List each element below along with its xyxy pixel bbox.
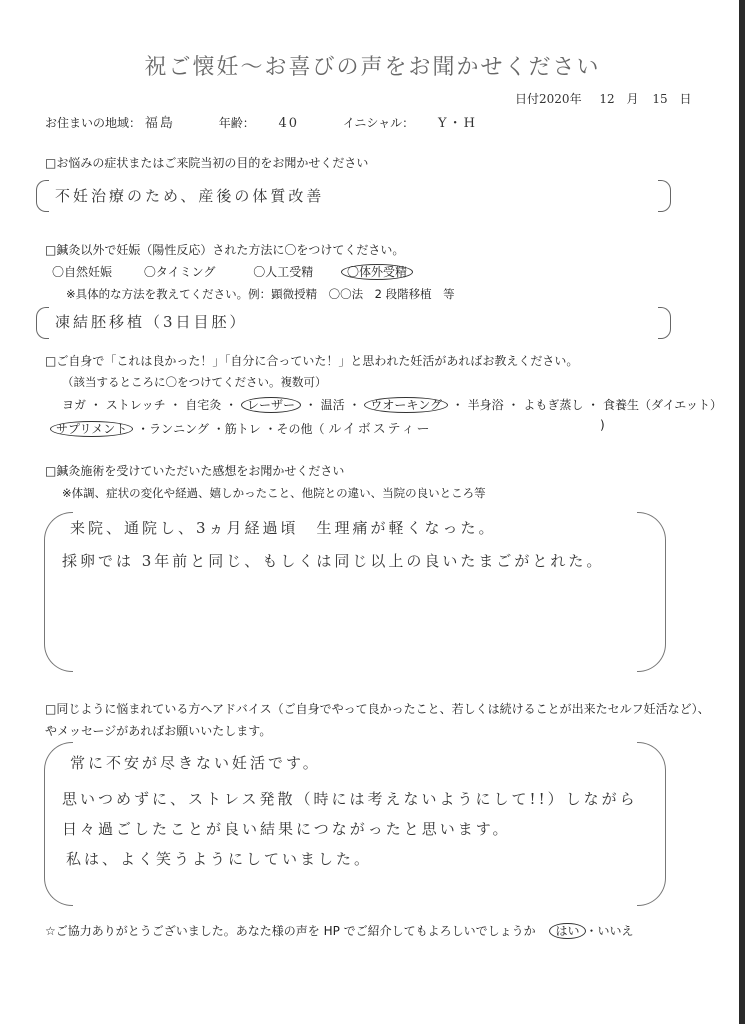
- activity-stretch: ストレッチ: [105, 398, 166, 412]
- activity-other-label: ・その他（: [264, 422, 325, 436]
- question-good-activities: □ご自身で「これは良かった！」「自分に合っていた！」と思われた妊活があればお教えください。: [45, 354, 579, 368]
- activity-diet: 食養生（ダイエット）: [603, 398, 723, 412]
- option-timing: 〇タイミング: [143, 265, 216, 279]
- date-day-unit: 日: [679, 92, 692, 106]
- date-year: 2020: [539, 92, 570, 106]
- method-options: [52, 263, 412, 280]
- advice-box-right: [637, 742, 666, 906]
- separator: ・: [507, 398, 520, 412]
- answer-symptoms: 不妊治療のため、産後の体質改善: [55, 187, 325, 205]
- initial-label: イニシャル：: [342, 116, 415, 130]
- separator: ・: [587, 398, 600, 412]
- option-natural: 〇自然妊娠: [52, 265, 113, 279]
- method-bracket-left: [36, 307, 49, 339]
- activity-half-bath: 半身浴: [467, 398, 504, 412]
- advice-line-4: 私は、よく笑うようにしていました。: [66, 850, 373, 868]
- consent-no: いいえ: [597, 924, 634, 938]
- impressions-line-1: 来院、通院し、3ヵ月経過頃 生理痛が軽くなった。: [70, 519, 497, 537]
- answer-bracket-left: [36, 180, 49, 212]
- question-advice-line-1: □同じように悩まれている方へアドバイス（ご自身でやって良かったこと、若しくは続けることが出来たセルフ妊活など）、: [45, 702, 710, 716]
- activity-warming: 温活: [320, 398, 345, 412]
- activity-laser-circled: レーザー: [241, 397, 301, 413]
- question-advice-line-2: やメッセージがあればお願いいたします。: [45, 724, 272, 738]
- age-label: 年齢：: [218, 116, 255, 130]
- separator: ・: [348, 398, 361, 412]
- answer-bracket-right: [658, 180, 671, 212]
- activity-other-value: ルイボスティー: [328, 422, 432, 437]
- date-month-unit: 月: [626, 92, 639, 106]
- separator: ・: [304, 398, 317, 412]
- consent-separator: ・: [585, 924, 598, 938]
- advice-line-2: 思いつめずに、ストレス発散（時には考えないようにして!!）しながら: [62, 790, 638, 808]
- page-title: 祝ご懐妊～お喜びの声をお聞かせください: [144, 55, 601, 80]
- footer-text: ☆ご協力ありがとうございました。あなた様の声を HP でご紹介してもよろしいでしょうか: [45, 924, 536, 938]
- area-label: お住まいの地域：: [45, 116, 142, 130]
- question-impressions: □鍼灸施術を受けていただいた感想をお聞かせください: [45, 464, 345, 478]
- age-value: 40: [278, 116, 300, 131]
- activity-running: ・ランニング: [137, 422, 209, 436]
- answer-method: 凍結胚移植（3日目胚）: [55, 313, 248, 331]
- impressions-box-right: [637, 512, 666, 672]
- option-ivf-circled: 〇体外受精: [341, 264, 413, 280]
- impressions-note: ※体調、症状の変化や経過、嬉しかったこと、他院との違い、当院の良いところ等: [62, 486, 486, 500]
- method-bracket-right: [658, 307, 671, 339]
- profile-row: [45, 112, 477, 131]
- activity-muscle: ・筋トレ: [212, 422, 261, 436]
- question-method: □鍼灸以外で妊娠（陽性反応）された方法に〇をつけてください。: [45, 243, 405, 257]
- impressions-line-2: 採卵では 3年前と同じ、もしくは同じ以上の良いたまごがとれた。: [62, 552, 605, 570]
- separator: ・: [451, 398, 464, 412]
- activities-row-2: [50, 418, 431, 437]
- activity-supplement-circled: サプリメント: [50, 421, 133, 437]
- date-label: 日付: [515, 92, 540, 106]
- impressions-box-left: [44, 512, 73, 672]
- consent-yes-circled: はい: [549, 923, 585, 939]
- date-month: 12: [599, 92, 615, 106]
- question-symptoms: □お悩みの症状またはご来院当初の目的をお聞かせください: [45, 156, 369, 170]
- advice-line-3: 日々過ごしたことが良い結果につながったと思います。: [62, 820, 511, 838]
- method-note: ※具体的な方法を教えてください。例：顕微授精 〇〇法 2 段階移植 等: [66, 287, 455, 301]
- date-day: 15: [652, 92, 668, 106]
- activities-row-1: [62, 396, 722, 413]
- activity-yomogi: よもぎ蒸し: [523, 398, 584, 412]
- footer-consent: [45, 922, 634, 939]
- activity-yoga: ヨガ: [62, 398, 87, 412]
- separator: ・: [89, 398, 102, 412]
- advice-line-1: 常に不安が尽きない妊活です。: [70, 754, 321, 772]
- activity-walking-circled: ウオーキング: [364, 397, 448, 413]
- initial-value: Y・H: [438, 116, 477, 131]
- activities-note: （該当するところに〇をつけてください。複数可）: [62, 375, 327, 389]
- area-value: 福島: [144, 116, 175, 131]
- separator: ・: [225, 398, 238, 412]
- date-field: [515, 90, 691, 107]
- activity-other-close: ): [600, 418, 605, 432]
- scan-edge: [739, 0, 745, 1024]
- activity-home-moxa: 自宅灸: [185, 398, 222, 412]
- separator: ・: [169, 398, 182, 412]
- option-artificial: 〇人工受精: [253, 265, 314, 279]
- date-year-unit: 年: [569, 92, 582, 106]
